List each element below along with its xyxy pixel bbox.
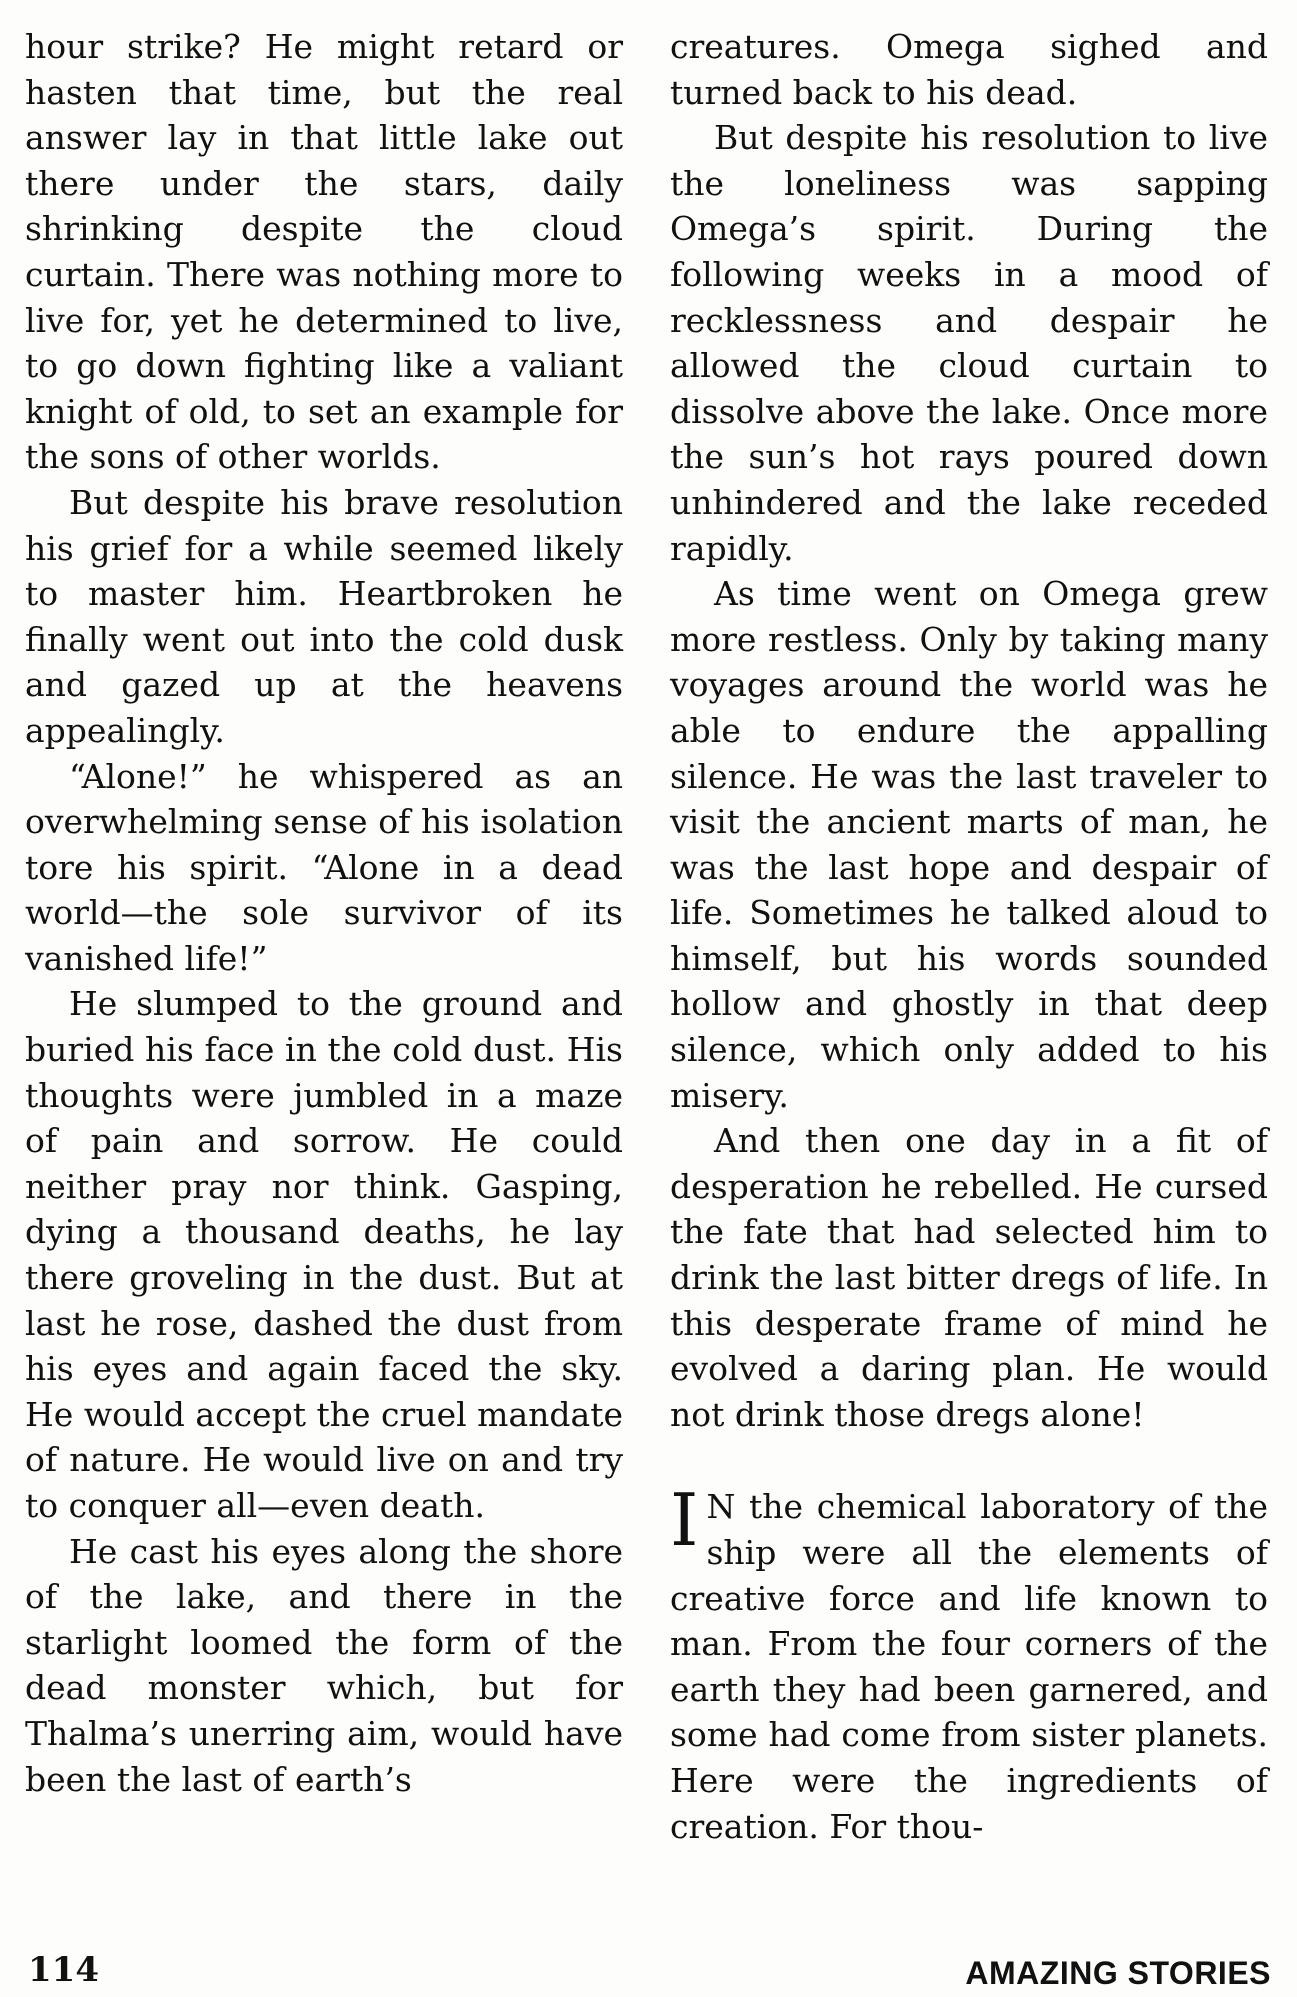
magazine-title: AMAZING STORIES [965,1955,1271,1991]
paragraph: But despite his brave resolution his grief for a while seemed likely to master him. Heartbroken he finally went out into the cold dusk and gazed up at the heavens appealingly. [25,482,623,750]
paragraph: But despite his resolution to live the loneliness was sapping Omega’s spirit. During the following weeks in a mood of recklessness and despair he allowed the cloud curtain to dissolve above the lake. Once more the sun’s hot rays poured down unhindered and the lake receded rapidly. [670,118,1268,568]
section-break [670,1437,1268,1484]
paragraph: As time went on Omega grew more restless. Only by taking many voyages around the world was he able to endure the appalling silence. He was the last traveler to visit the ancient marts of man, he was the last hope and despair of life. Sometimes he talked aloud to himself, but his words sounded hollow and ghostly in that deep silence, which only added to his misery. [670,574,1268,1115]
drop-cap: I [670,1478,699,1563]
paragraph: He slumped to the ground and buried his face in the cold dust. His thoughts were jumbled in a maze of pain and sorrow. He could neither pray nor think. Gasping, dying a thousand deaths, he lay there groveling in the dust. But at last he rose, dashed the dust from his eyes and again faced the sky. He would accept the cruel mandate of nature. He would live on and try to conquer all—even death. [25,984,623,1525]
paragraph: And then one day in a fit of desperation he rebelled. He cursed the fate that had selected him to drink the last bitter dregs of life. In this desperate frame of mind he evolved a daring plan. He would not drink those dregs alone! [670,1121,1268,1434]
paragraph: creatures. Omega sighed and turned back to his dead. [670,27,1268,112]
paragraph: hour strike? He might retard or hasten that time, but the real answer lay in that little lake out there under the stars, daily shrinking despite the cloud curtain. There was nothing more to live for, yet he determined to live, to go down fighting like a valiant knight of old, to set an example for the sons of other worlds. [25,27,623,477]
paragraph: “Alone!” he whispered as an overwhelming sense of his isolation tore his spirit. “Alone in a dead world—the sole survivor of its vanished life!” [25,756,623,978]
section-opening-paragraph [670,1478,1268,1849]
page-number: 114 [28,1950,99,1990]
section-opening-text: N the chemical laboratory of the ship were all the elements of creative force and life known to man. From the four corners of the earth they had been garnered, and some had come from sister planets. Here were the ingredients of creation. For thou- [670,1487,1268,1846]
left-column [25,24,623,1802]
paragraph: He cast his eyes along the shore of the lake, and there in the starlight loomed the form of the dead monster which, but for Thalma’s unerring aim, would have been the last of earth’s [25,1531,623,1799]
right-column [670,24,1268,1849]
